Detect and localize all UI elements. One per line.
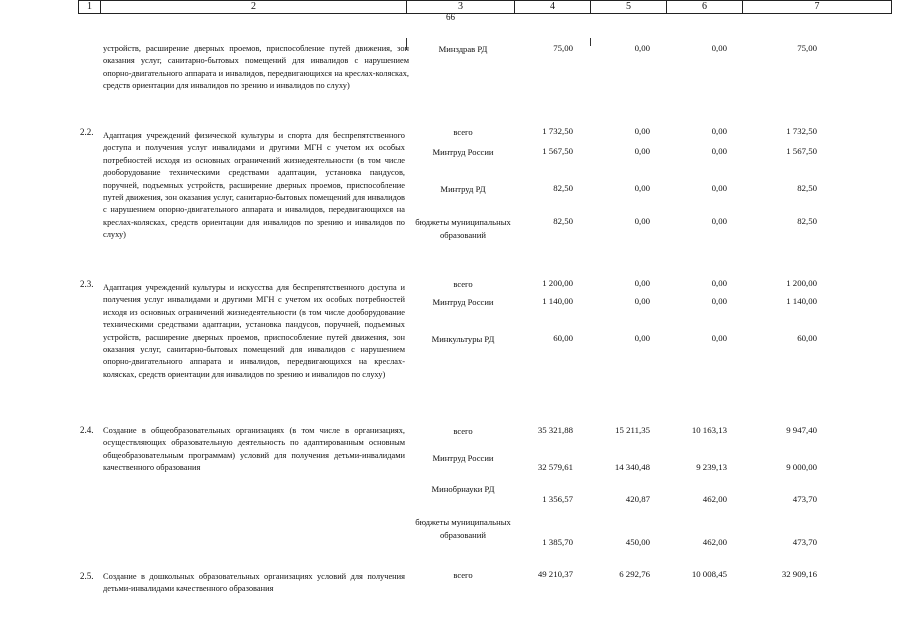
header-col-6: 6 [666,0,742,14]
value-col-5: 0,00 [634,296,650,306]
header-col-3: 3 [406,0,514,14]
header-col-5: 5 [590,0,666,14]
value-col-7: 32 909,16 [781,569,817,579]
value-col-5: 0,00 [634,43,650,53]
value-col-7: 82,50 [797,183,817,193]
header-col-4: 4 [514,0,590,14]
value-col-7: 1 732,50 [786,126,817,136]
value-col-6: 0,00 [711,216,727,226]
value-col-7: 82,50 [797,216,817,226]
value-col-7: 9 947,40 [786,425,817,435]
header-col-2: 2 [100,0,406,14]
value-col-4: 1 385,70 [542,537,573,547]
value-col-4: 1 356,57 [542,494,573,504]
funding-source: всего [453,570,473,580]
value-col-6: 10 008,45 [691,569,727,579]
value-col-7: 60,00 [797,333,817,343]
row-number: 2.3. [80,279,94,289]
value-col-6: 9 239,13 [696,462,727,472]
funding-source: Минтруд России [432,453,494,463]
value-col-5: 420,87 [625,494,650,504]
value-col-7: 1 567,50 [786,146,817,156]
value-col-4: 60,00 [553,333,573,343]
value-col-4: 49 210,37 [537,569,573,579]
value-col-4: 1 567,50 [542,146,573,156]
value-col-5: 0,00 [634,278,650,288]
funding-source: всего [453,127,473,137]
value-col-4: 82,50 [553,183,573,193]
row-description: Создание в общеобразовательных организациях (в том числе в организациях, осуществляющих образовательную деятельность по адаптированным основным общеобразовательным программам) условий для получения детьми-инвалидами качественного образования [103,426,405,473]
value-col-5: 0,00 [634,183,650,193]
value-col-7: 473,70 [792,494,817,504]
value-col-5: 0,00 [634,333,650,343]
value-col-7: 1 140,00 [786,296,817,306]
funding-source: Минтруд России [432,147,494,157]
value-col-4: 1 200,00 [542,278,573,288]
funding-source: всего [453,426,473,436]
row-number: 2.5. [80,571,94,581]
value-col-6: 0,00 [711,296,727,306]
header-col-1: 1 [78,0,100,14]
funding-source: Минздрав РД [438,44,488,54]
value-col-6: 0,00 [711,146,727,156]
row-description: устройств, расширение дверных проемов, приспособление путей движения, зон оказания услуг, санитарно-бытовых помещений для инвалидов с нарушением опорно-двигательного аппарата и инвалидов, передвигающихся на креслах-колясках, средств ориентации для инвалидов по зрению и инвалидов по слуху) [103,44,409,91]
value-col-4: 32 579,61 [537,462,573,472]
value-col-7: 1 200,00 [786,278,817,288]
value-col-4: 35 321,88 [537,425,573,435]
funding-source: бюджеты муниципальных образований [415,217,511,240]
value-col-6: 462,00 [702,537,727,547]
header-col-7: 7 [742,0,892,14]
value-col-5: 6 292,76 [619,569,650,579]
funding-source: бюджеты муниципальных образований [415,517,511,540]
value-col-4: 1 140,00 [542,296,573,306]
page-number: 66 [446,12,455,22]
row-number: 2.2. [80,127,94,137]
value-col-6: 0,00 [711,126,727,136]
value-col-4: 1 732,50 [542,126,573,136]
value-col-5: 0,00 [634,146,650,156]
value-col-5: 450,00 [625,537,650,547]
value-col-6: 0,00 [711,333,727,343]
value-col-6: 462,00 [702,494,727,504]
funding-source: Минобрнауки РД [431,484,495,494]
value-col-5: 0,00 [634,216,650,226]
funding-source: Минтруд России [432,297,494,307]
row-description: Адаптация учреждений физической культуры и спорта для беспрепятственного доступа и получения услуг инвалидами и другими МГН с учетом их особых потребностей исходя из основных ограничений жизнедеятельности (в том числе дооборудование техническими средствами адаптации, установка пандусов, поручней, подъемных устройств, расширение дверных проемов, приспособление путей движения, зон оказания услуг, санитарно-бытовых помещений для инвалидов с нарушением опорно-двигательного аппарата и инвалидов, передвигающихся на креслах-колясках, средств ориентации для инвалидов по зрению и инвалидов по слуху) [103,131,405,240]
funding-source: всего [453,279,473,289]
row-description: Адаптация учреждений культуры и искусства для беспрепятственного доступа и получения услуг инвалидами и другими МГН с учетом их особых потребностей исходя из основных ограничений жизнедеятельности (в том числе дооборудование техническими средствами адаптации, установка пандусов, поручней, подъемных устройств, расширение дверных проемов, приспособление путей движения, зон оказания услуг, санитарно-бытовых помещений для инвалидов с нарушением опорно-двигательного аппарата и инвалидов, передвигающихся на креслах-колясках, средств ориентации для инвалидов по зрению и инвалидов по слуху) [103,283,405,379]
value-col-6: 0,00 [711,278,727,288]
value-col-6: 0,00 [711,43,727,53]
row-number: 2.4. [80,425,94,435]
value-col-5: 15 211,35 [615,425,650,435]
value-col-4: 82,50 [553,216,573,226]
value-col-6: 10 163,13 [691,425,727,435]
row-description: Создание в дошкольных образовательных организациях условий для получения детьми-инвалидами качественного образования [103,572,405,594]
value-col-4: 75,00 [553,43,573,53]
funding-source: Минкультуры РД [431,334,495,344]
value-col-6: 0,00 [711,183,727,193]
value-col-7: 9 000,00 [786,462,817,472]
value-col-7: 75,00 [797,43,817,53]
funding-source: Минтруд РД [440,184,486,194]
value-col-7: 473,70 [792,537,817,547]
value-col-5: 0,00 [634,126,650,136]
value-col-5: 14 340,48 [614,462,650,472]
